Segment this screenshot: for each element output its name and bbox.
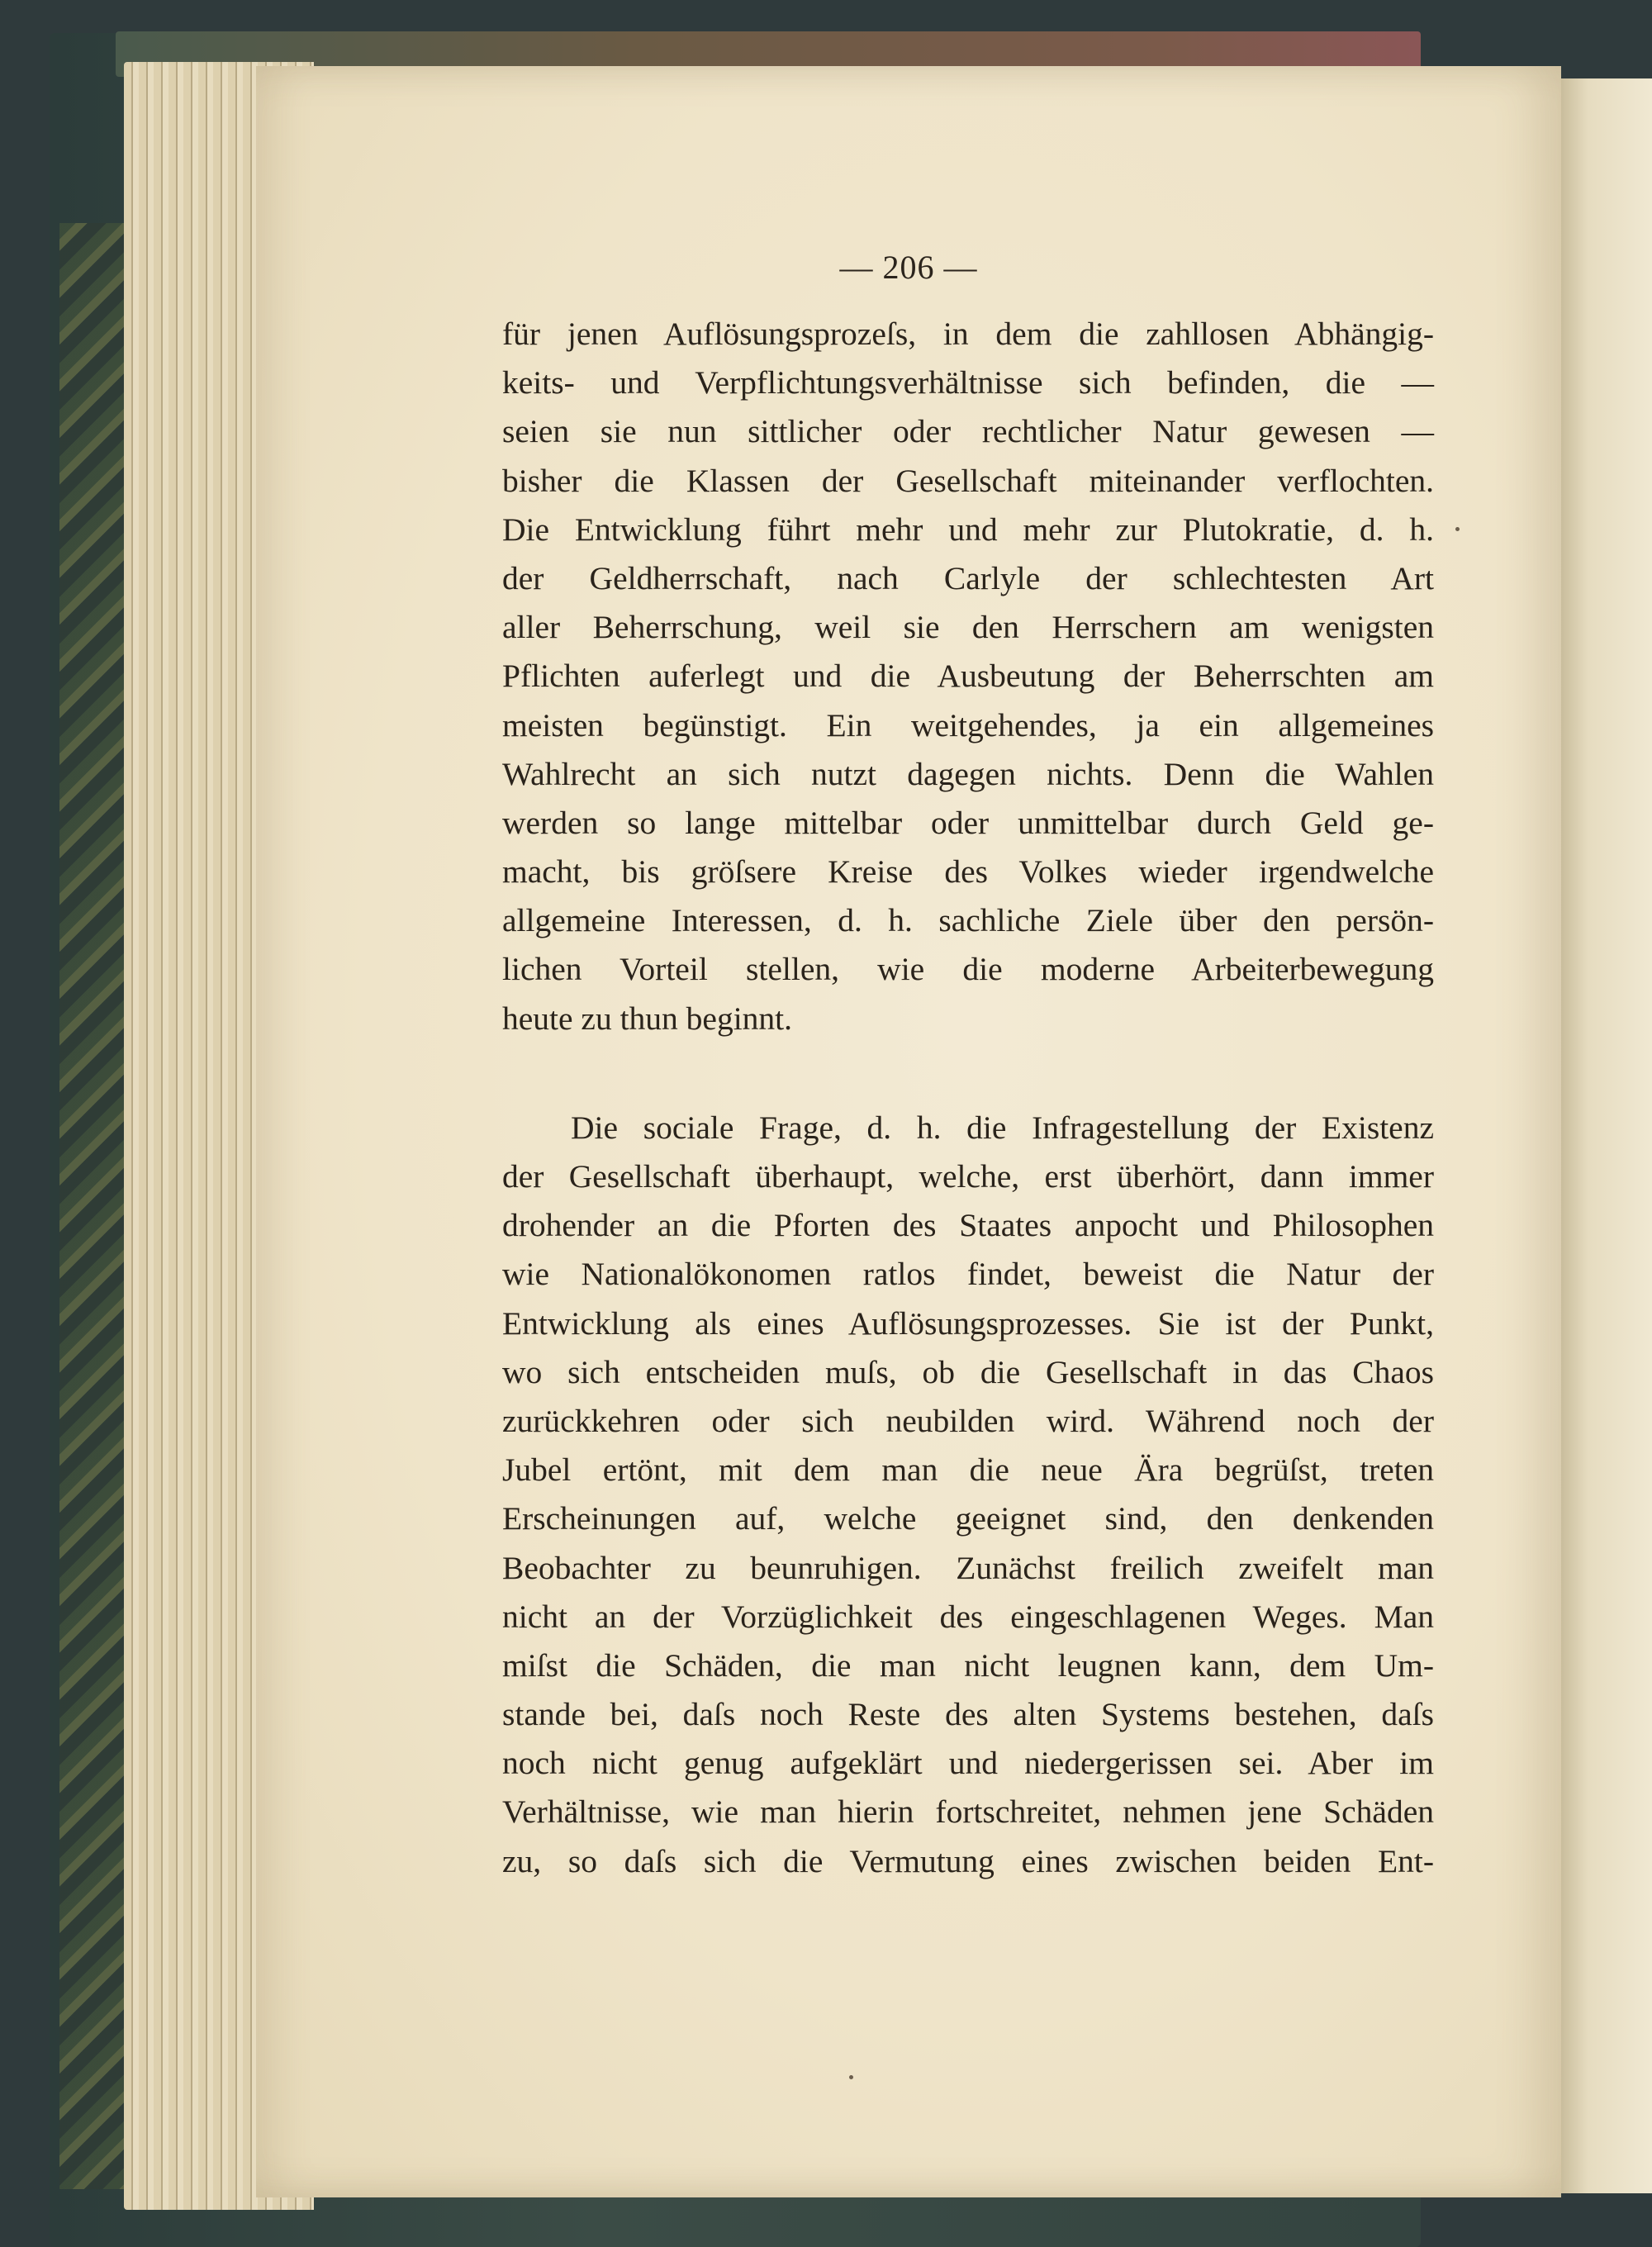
text-line: allgemeine Interessen, d. h. sachliche Ziele über den persön- [502,902,1434,939]
text-line: nicht an der Vorzüglichkeit des eingeschlagenen Weges. Man [502,1598,1434,1635]
text-line: der Geldherrschaft, nach Carlyle der schlechtesten Art [502,559,1434,596]
paragraph-2 [502,1104,1434,1886]
text-line: zurückkehren oder sich neubilden wird. Während noch der [502,1402,1434,1439]
text-line: keits- und Verpflichtungsverhältnisse sich befinden, die — [502,364,1434,401]
text-line: bisher die Klassen der Gesellschaft miteinander verflochten. [502,462,1434,499]
text-line: für jenen Auflösungsprozeſs, in dem die zahllosen Abhängig- [502,316,1434,352]
text-line: Verhältnisse, wie man hierin fortschreitet, nehmen jene Schäden [502,1793,1434,1831]
text-line: stande bei, daſs noch Reste des alten Systems bestehen, daſs [502,1696,1434,1733]
text-line: meisten begünstigt. Ein weitgehendes, ja ein allgemeines [502,706,1434,743]
text-line: lichen Vorteil stellen, wie die moderne Arbeiterbewegung [502,951,1434,988]
facing-page-edge [1561,78,1652,2193]
paragraph-gap [502,1043,1434,1104]
text-line: Wahlrecht an sich nutzt dagegen nichts. Denn die Wahlen [502,755,1434,792]
text-line: zu, so daſs sich die Vermutung eines zwischen beiden Ent- [502,1842,1434,1879]
text-line: Die sociale Frage, d. h. die Infragestellung der Existenz [571,1109,1434,1146]
text-line: Die Entwicklung führt mehr und mehr zur Plutokratie, d. h. [502,511,1434,548]
text-line: aller Beherrschung, weil sie den Herrschern am wenigsten [502,609,1434,646]
text-line: miſst die Schäden, die man nicht leugnen kann, dem Um- [502,1646,1434,1684]
text-line: macht, bis gröſsere Kreise des Volkes wieder irgendwelche [502,853,1434,891]
text-line: der Gesellschaft überhaupt, welche, erst überhört, dann immer [502,1158,1434,1195]
text-line: heute zu thun beginnt. [502,1000,793,1037]
text-line: Pflichten auferlegt und die Ausbeutung der Beherrschten am [502,658,1434,695]
paper-speck [849,2075,853,2079]
text-line: noch nicht genug aufgeklärt und niedergerissen sei. Aber im [502,1745,1434,1782]
text-line: Beobachter zu beunruhigen. Zunächst freilich zweifelt man [502,1549,1434,1586]
text-line: wo sich entscheiden muſs, ob die Gesellschaft in das Chaos [502,1353,1434,1390]
body-text [502,310,1434,1886]
text-line: Entwicklung als eines Auflösungsprozesses. Sie ist der Punkt, [502,1304,1434,1342]
text-line: wie Nationalökonomen ratlos findet, beweist die Natur der [502,1256,1434,1293]
text-line: seien sie nun sittlicher oder rechtlicher Natur gewesen — [502,413,1434,450]
paragraph-1 [502,310,1434,1043]
page-number: — 206 — [839,249,978,286]
paper-speck [1455,527,1460,531]
text-line: drohender an die Pforten des Staates anpocht und Philosophen [502,1207,1434,1244]
text-line: Jubel ertönt, mit dem man die neue Ära begrüſst, treten [502,1451,1434,1489]
text-line: Erscheinungen auf, welche geeignet sind, den denkenden [502,1500,1434,1537]
text-line: werden so lange mittelbar oder unmittelbar durch Geld ge- [502,804,1434,841]
